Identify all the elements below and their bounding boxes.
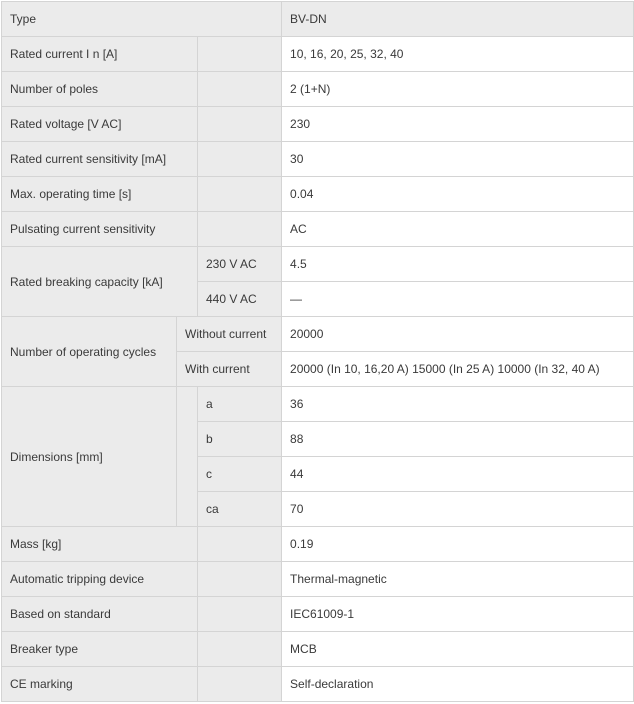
poles-sub xyxy=(198,72,282,107)
poles-value: 2 (1+N) xyxy=(282,72,634,107)
table-row xyxy=(2,597,634,632)
table-row xyxy=(2,177,634,212)
rated-voltage-sub xyxy=(198,107,282,142)
rated-current-value: 10, 16, 20, 25, 32, 40 xyxy=(282,37,634,72)
type-label: Type xyxy=(2,2,282,37)
dimension-value: 88 xyxy=(282,422,634,457)
dimension-sub-label: c xyxy=(198,457,282,492)
table-row xyxy=(2,317,634,352)
table-row xyxy=(2,632,634,667)
sensitivity-label: Rated current sensitivity [mA] xyxy=(2,142,198,177)
breaking-capacity-value: — xyxy=(282,282,634,317)
standard-value: IEC61009-1 xyxy=(282,597,634,632)
poles-label: Number of poles xyxy=(2,72,198,107)
mass-sub xyxy=(198,527,282,562)
table-row xyxy=(2,562,634,597)
breaker-type-sub xyxy=(198,632,282,667)
dimension-value: 44 xyxy=(282,457,634,492)
breaking-capacity-value: 4.5 xyxy=(282,247,634,282)
dimension-sub-label: b xyxy=(198,422,282,457)
pulsating-sub xyxy=(198,212,282,247)
rated-voltage-value: 230 xyxy=(282,107,634,142)
ce-marking-sub xyxy=(198,667,282,702)
table-row xyxy=(2,667,634,702)
table-row xyxy=(2,142,634,177)
pulsating-value: AC xyxy=(282,212,634,247)
table-row xyxy=(2,37,634,72)
operating-cycles-sub-label: With current xyxy=(177,352,282,387)
table-header-row xyxy=(2,2,634,37)
mass-value: 0.19 xyxy=(282,527,634,562)
table-row xyxy=(2,247,634,282)
table-row xyxy=(2,107,634,142)
operating-cycles-value: 20000 (In 10, 16,20 A) 15000 (In 25 A) 10000 (In 32, 40 A) xyxy=(282,352,634,387)
operating-cycles-value: 20000 xyxy=(282,317,634,352)
table-row xyxy=(2,527,634,562)
standard-sub xyxy=(198,597,282,632)
tripping-value: Thermal-magnetic xyxy=(282,562,634,597)
pulsating-label: Pulsating current sensitivity xyxy=(2,212,198,247)
tripping-label: Automatic tripping device xyxy=(2,562,198,597)
mass-label: Mass [kg] xyxy=(2,527,198,562)
tripping-sub xyxy=(198,562,282,597)
dimension-value: 70 xyxy=(282,492,634,527)
type-value: BV-DN xyxy=(282,2,634,37)
dimension-sub-label: a xyxy=(198,387,282,422)
standard-label: Based on standard xyxy=(2,597,198,632)
breaker-type-value: MCB xyxy=(282,632,634,667)
table-row xyxy=(2,387,634,422)
dimensions-spacer xyxy=(177,387,198,527)
dimension-sub-label: ca xyxy=(198,492,282,527)
rated-voltage-label: Rated voltage [V AC] xyxy=(2,107,198,142)
ce-marking-value: Self-declaration xyxy=(282,667,634,702)
breaking-capacity-sub-label: 440 V AC xyxy=(198,282,282,317)
table-row xyxy=(2,212,634,247)
breaking-capacity-label: Rated breaking capacity [kA] xyxy=(2,247,198,317)
table-row xyxy=(2,72,634,107)
dimension-value: 36 xyxy=(282,387,634,422)
sensitivity-value: 30 xyxy=(282,142,634,177)
sensitivity-sub xyxy=(198,142,282,177)
operating-time-label: Max. operating time [s] xyxy=(2,177,198,212)
operating-cycles-label: Number of operating cycles xyxy=(2,317,177,387)
ce-marking-label: CE marking xyxy=(2,667,198,702)
operating-time-value: 0.04 xyxy=(282,177,634,212)
breaking-capacity-sub-label: 230 V AC xyxy=(198,247,282,282)
rated-current-sub xyxy=(198,37,282,72)
rated-current-label: Rated current I n [A] xyxy=(2,37,198,72)
breaker-type-label: Breaker type xyxy=(2,632,198,667)
dimensions-label: Dimensions [mm] xyxy=(2,387,177,527)
operating-cycles-sub-label: Without current xyxy=(177,317,282,352)
operating-time-sub xyxy=(198,177,282,212)
spec-table xyxy=(1,1,634,702)
